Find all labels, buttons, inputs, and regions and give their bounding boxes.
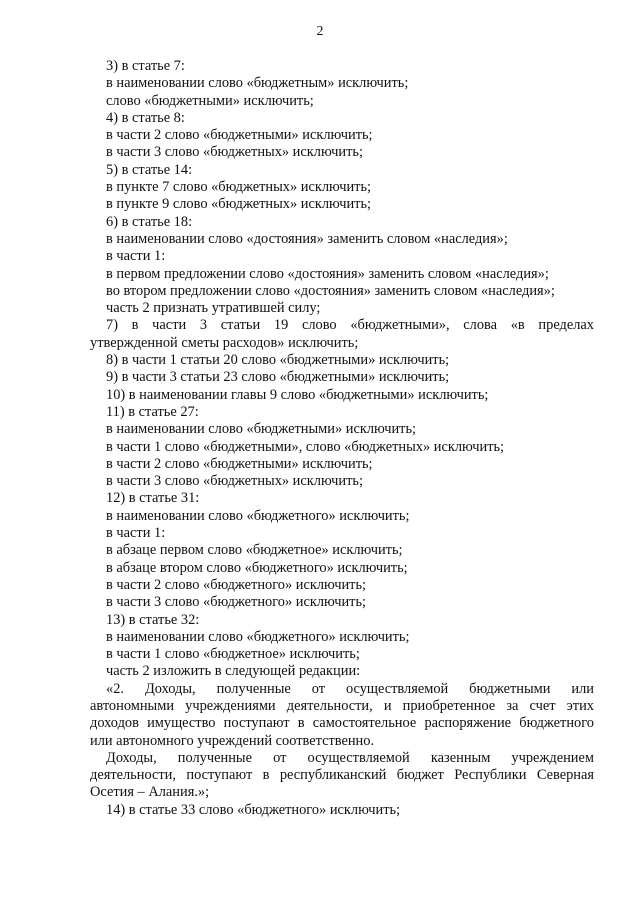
text-line: в наименовании слово «бюджетными» исключить; xyxy=(106,421,417,438)
text-line: в абзаце втором слово «бюджетного» исключить; xyxy=(106,559,408,576)
text-line: в наименовании слово «достояния» заменить словом «наследия»; xyxy=(106,230,508,247)
text-line: во втором предложении слово «достояния» заменить словом «наследия»; xyxy=(106,282,555,299)
text-line: 6) в статье 18: xyxy=(106,213,193,230)
text-line: часть 2 признать утратившей силу; xyxy=(106,300,321,317)
text-line: в пункте 9 слово «бюджетных» исключить; xyxy=(106,196,372,213)
text-line: в пункте 7 слово «бюджетных» исключить; xyxy=(106,179,372,196)
text-line: в части 1 слово «бюджетными», слово «бюджетных» исключить; xyxy=(106,438,505,455)
quote-1-line-2: автономными учреждениями деятельности, и приобретенное за счет этих xyxy=(90,697,594,714)
text-line: в части 1: xyxy=(106,248,166,265)
text-line: 9) в части 3 статьи 23 слово «бюджетными» исключить; xyxy=(106,369,450,386)
text-line: слово «бюджетными» исключить; xyxy=(106,92,314,109)
text-line: в первом предложении слово «достояния» заменить словом «наследия»; xyxy=(106,265,549,282)
text-line: 4) в статье 8: xyxy=(106,109,185,126)
text-line: 3) в статье 7: xyxy=(106,58,185,74)
text-line: 8) в части 1 статьи 20 слово «бюджетными» исключить; xyxy=(106,352,450,369)
text-line: в части 2 слово «бюджетными» исключить; xyxy=(106,455,373,472)
text-line: в части 3 слово «бюджетных» исключить; xyxy=(106,144,363,161)
quoted-paragraph-1 xyxy=(90,680,594,750)
text-line: 5) в статье 14: xyxy=(106,161,193,178)
text-line: 13) в статье 32: xyxy=(106,611,200,628)
text-line: в части 3 слово «бюджетных» исключить; xyxy=(106,473,363,490)
text-line: в части 3 слово «бюджетного» исключить; xyxy=(106,594,367,611)
text-line: в части 2 слово «бюджетными» исключить; xyxy=(106,127,373,144)
quote-2-line-1: Доходы, полученные от осуществляемой казенным учреждением xyxy=(106,749,594,766)
paragraph-7 xyxy=(90,317,594,352)
quote-2-line-3: Осетия – Алания.»; xyxy=(90,784,210,801)
text-line: в абзаце первом слово «бюджетное» исключить; xyxy=(106,542,403,559)
quoted-paragraph-2 xyxy=(90,749,594,802)
text-line: в части 1 слово «бюджетное» исключить; xyxy=(106,646,360,663)
text-line: 11) в статье 27: xyxy=(106,403,199,420)
quote-1-line-3: доходов имущество поступают в самостоятельное распоряжение бюджетного xyxy=(90,715,594,732)
document-body xyxy=(90,58,594,819)
page-number: 2 xyxy=(316,24,324,39)
text-line: часть 2 изложить в следующей редакции: xyxy=(106,663,361,680)
quote-1-line-4: или автономного учреждений соответственно. xyxy=(90,732,375,749)
quote-2-line-2: деятельности, поступают в республиканский бюджет Республики Северная xyxy=(90,767,594,784)
text-line: в наименовании слово «бюджетного» исключить; xyxy=(106,507,410,524)
text-line: в наименовании слово «бюджетного» исключить; xyxy=(106,628,410,645)
text-line: 14) в статье 33 слово «бюджетного» исключить; xyxy=(106,801,401,818)
paragraph-7-line-2: утвержденной сметы расходов» исключить; xyxy=(90,334,359,351)
text-line: 10) в наименовании главы 9 слово «бюджетными» исключить; xyxy=(106,386,489,403)
text-line: в части 2 слово «бюджетного» исключить; xyxy=(106,576,367,593)
quote-1-line-1: «2. Доходы, полученные от осуществляемой бюджетными или xyxy=(106,680,594,697)
paragraph-7-line-1: 7) в части 3 статьи 19 слово «бюджетными», слова «в пределах xyxy=(106,317,594,334)
text-line: 12) в статье 31: xyxy=(106,490,200,507)
text-line: в части 1: xyxy=(106,525,166,542)
text-line: в наименовании слово «бюджетным» исключить; xyxy=(106,75,409,92)
